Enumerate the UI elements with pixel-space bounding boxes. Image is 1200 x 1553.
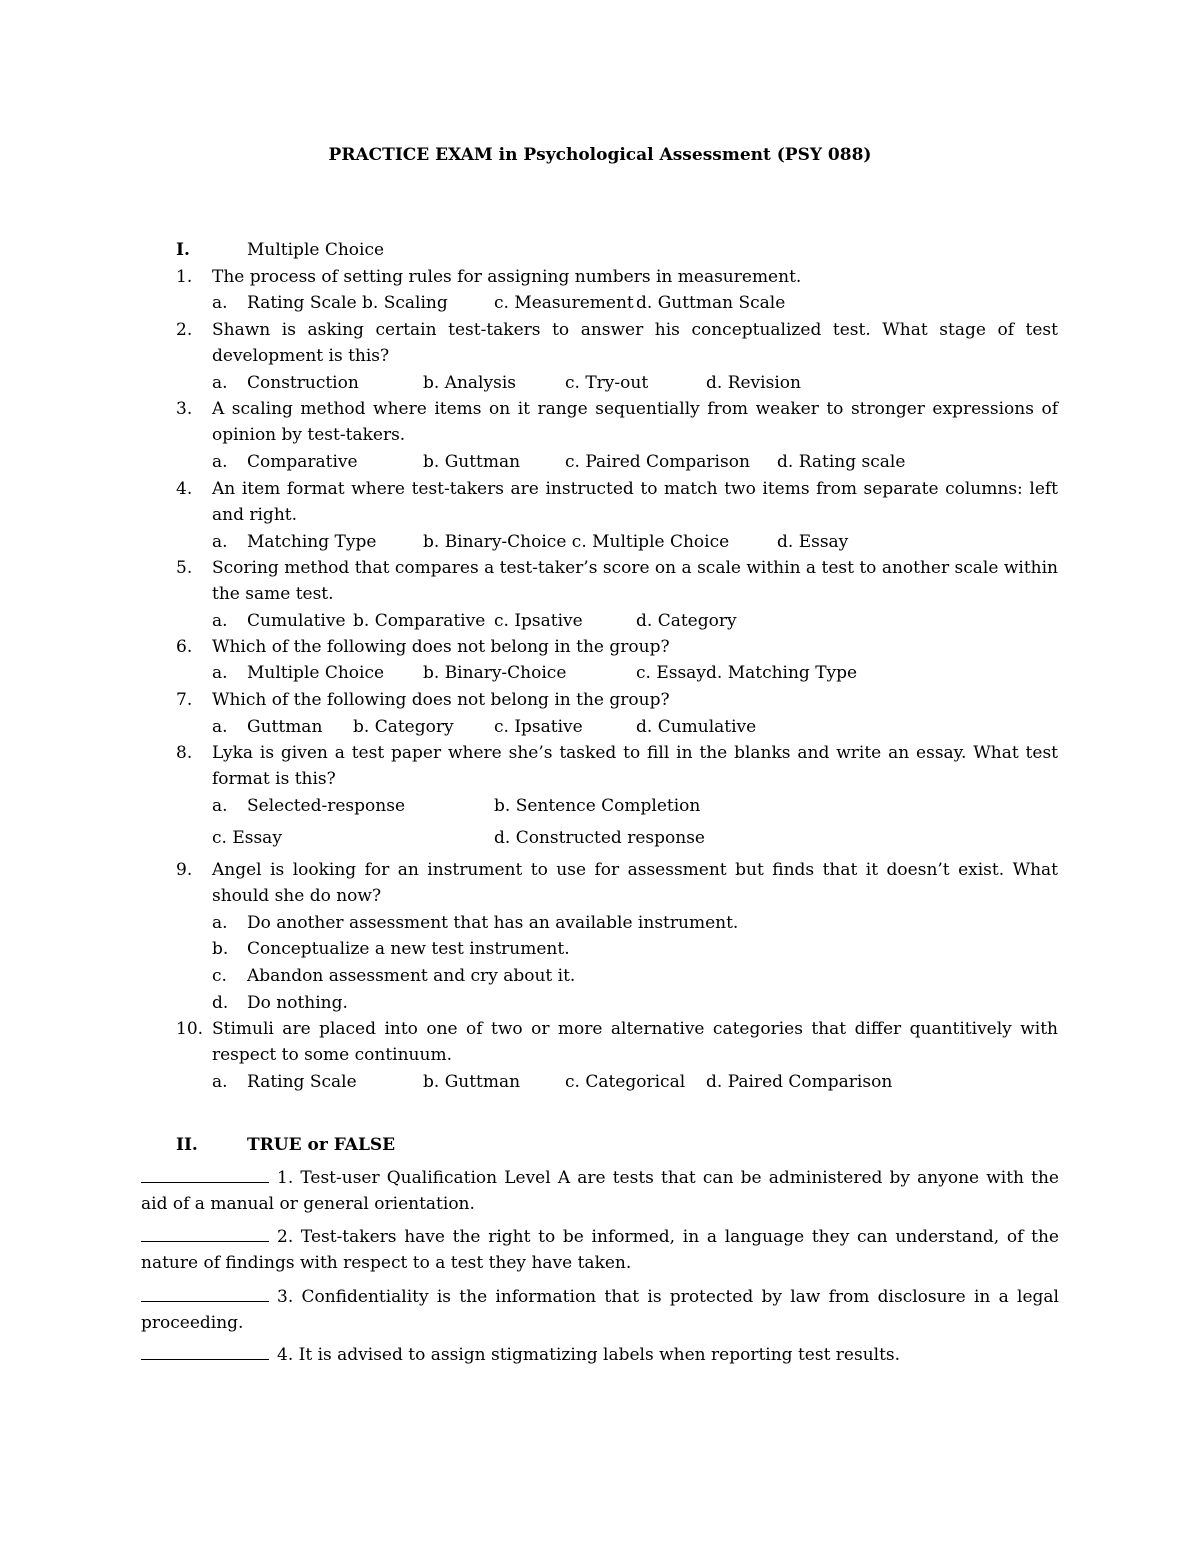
option: Guttman (247, 717, 323, 737)
option: b. Analysis (423, 373, 516, 393)
tf-statement: 3. Confidentiality is the information that is protected by law from disclosure in a legal proceeding. (141, 1287, 1059, 1333)
option: d. Paired Comparison (706, 1072, 893, 1092)
option-letter: a. (212, 452, 228, 472)
answer-blank[interactable] (141, 1227, 269, 1242)
option-letter: a. (212, 796, 228, 816)
option: c. Ipsative (494, 717, 583, 737)
option: c. Essay (636, 663, 706, 683)
question-text: Scoring method that compares a test-taker’s score on a scale within a test to another scale within the same test. (212, 558, 1058, 604)
option: b. Comparative (353, 611, 486, 631)
option: c. Categorical (565, 1072, 686, 1092)
option: Selected-response (247, 796, 406, 816)
option: Do another assessment that has an available instrument. (247, 913, 739, 933)
question-text: A scaling method where items on it range sequentially from weaker to stronger expressions of opinion by test-takers. (212, 399, 1058, 445)
tf-item (141, 1284, 1059, 1336)
option-letter: a. (212, 373, 228, 393)
tf-item (141, 1342, 1059, 1368)
tf-statement: 1. Test-user Qualification Level A are tests that can be administered by anyone with the aid of a manual or general orientation. (141, 1168, 1059, 1214)
option: Matching Type (247, 532, 377, 552)
tf-statement: 4. It is advised to assign stigmatizing labels when reporting test results. (277, 1345, 901, 1365)
question-number: 6. (176, 637, 193, 657)
option-letter: a. (212, 663, 228, 683)
page-title: PRACTICE EXAM in Psychological Assessment (PSY 088) (328, 145, 872, 165)
section-number: II. (176, 1135, 198, 1155)
option-letter: a. (212, 611, 228, 631)
option: d. Matching Type (706, 663, 858, 683)
answer-blank[interactable] (141, 1345, 269, 1360)
question-number: 4. (176, 479, 193, 499)
option: b. Binary-Choice (423, 663, 567, 683)
question-text: An item format where test-takers are instructed to match two items from separate columns: left and right. (212, 479, 1058, 525)
question-number: 2. (176, 320, 193, 340)
question-number: 1. (176, 267, 193, 287)
tf-item (141, 1165, 1059, 1217)
section-title: TRUE or FALSE (247, 1135, 396, 1155)
option-letter: c. (212, 966, 227, 986)
option: c. Essay (212, 828, 282, 848)
option: d. Rating scale (777, 452, 906, 472)
option: d. Cumulative (636, 717, 757, 737)
tf-statement: 2. Test-takers have the right to be informed, in a language they can understand, of the nature of findings with respect to a test they have taken. (141, 1227, 1059, 1273)
option: Do nothing. (247, 993, 348, 1013)
option-letter: b. (212, 939, 229, 959)
option: c. Try-out (565, 373, 649, 393)
question-number: 9. (176, 860, 193, 880)
section-number: I. (176, 240, 190, 260)
option: Comparative (247, 452, 358, 472)
question-number: 5. (176, 558, 193, 578)
option: b. Guttman (423, 1072, 521, 1092)
option-letter: a. (212, 1072, 228, 1092)
option-letter: a. (212, 717, 228, 737)
option: c. Measurement (494, 293, 634, 313)
option-letter: a. (212, 532, 228, 552)
option: Multiple Choice (247, 663, 385, 683)
question-text: Which of the following does not belong in the group? (212, 690, 670, 710)
option: Abandon assessment and cry about it. (247, 966, 576, 986)
option: Conceptualize a new test instrument. (247, 939, 570, 959)
option: b. Binary-Choice c. Multiple Choice (423, 532, 730, 552)
question-number: 3. (176, 399, 193, 419)
option: Construction (247, 373, 359, 393)
question-text: The process of setting rules for assigning numbers in measurement. (212, 267, 802, 287)
section-title: Multiple Choice (247, 240, 385, 260)
question-text: Stimuli are placed into one of two or more alternative categories that differ quantitively with respect to some continuum. (212, 1019, 1058, 1065)
option: Rating Scale b. Scaling (247, 293, 448, 313)
question-number: 7. (176, 690, 193, 710)
question-number: 8. (176, 743, 193, 763)
question-text: Lyka is given a test paper where she’s tasked to fill in the blanks and write an essay. What test format is this? (212, 743, 1058, 789)
option: c. Paired Comparison (565, 452, 750, 472)
option-letter: d. (212, 993, 229, 1013)
answer-blank[interactable] (141, 1287, 269, 1302)
option: d. Essay (777, 532, 849, 552)
option: b. Sentence Completion (494, 796, 701, 816)
option: b. Category (353, 717, 454, 737)
option: d. Revision (706, 373, 801, 393)
option: Cumulative (247, 611, 346, 631)
question-text: Shawn is asking certain test-takers to answer his conceptualized test. What stage of test development is this? (212, 320, 1058, 366)
question-text: Angel is looking for an instrument to use for assessment but finds that it doesn’t exist. What should she do now? (212, 860, 1058, 906)
option: d. Category (636, 611, 737, 631)
tf-item (141, 1224, 1059, 1276)
question-text: Which of the following does not belong in the group? (212, 637, 670, 657)
answer-blank[interactable] (141, 1168, 269, 1183)
option: c. Ipsative (494, 611, 583, 631)
option: b. Guttman (423, 452, 521, 472)
option: d. Guttman Scale (636, 293, 786, 313)
option: Rating Scale (247, 1072, 357, 1092)
option-letter: a. (212, 293, 228, 313)
option: d. Constructed response (494, 828, 705, 848)
question-number: 10. (176, 1019, 204, 1039)
option-letter: a. (212, 913, 228, 933)
